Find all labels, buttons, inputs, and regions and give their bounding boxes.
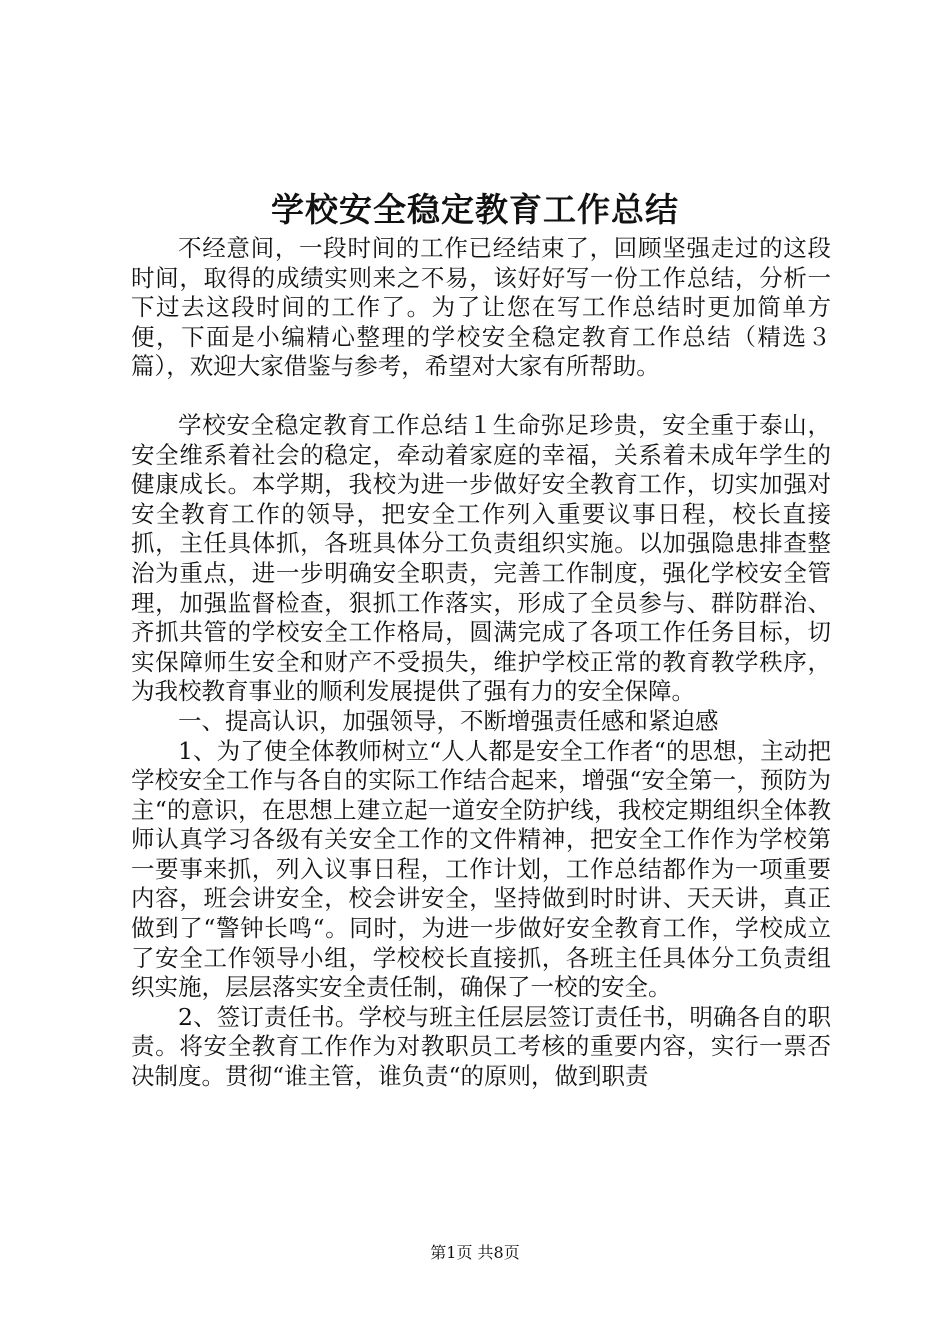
document-body xyxy=(131,234,831,1092)
item-two-paragraph: 2、签订责任书。学校与班主任层层签订责任书，明确各自的职责。将安全教育工作作为对教职员工考核的重要内容，实行一票否决制度。贯彻“谁主管，谁负责“的原则，做到职责 xyxy=(131,1002,831,1091)
page-footer: 第1页 共8页 xyxy=(430,1243,520,1262)
item-one-paragraph: 1、为了使全体教师树立“人人都是安全工作者“的思想，主动把学校安全工作与各自的实际工作结合起来，增强“安全第一，预防为主“的意识，在思想上建立起一道安全防护线，我校定期组织全体教师认真学习各级有关安全工作的文件精神，把安全工作作为学校第一要事来抓，列入议事日程，工作计划，工作总结都作为一项重要内容，班会讲安全，校会讲安全，坚持做到时时讲、天天讲，真正做到了“警钟长鸣“。同时，为进一步做好安全教育工作，学校成立了安全工作领导小组，学校校长直接抓，各班主任具体分工负责组织实施，层层落实安全责任制，确保了一校的安全。 xyxy=(131,736,831,1002)
paragraph-spacer xyxy=(131,382,831,411)
summary-one-paragraph: 学校安全稳定教育工作总结１生命弥足珍贵，安全重于泰山，安全维系着社会的稳定，牵动着家庭的幸福，关系着未成年学生的健康成长。本学期，我校为进一步做好安全教育工作，切实加强对安全教育工作的领导，把安全工作列入重要议事日程，校长直接抓，主任具体抓，各班具体分工负责组织实施。以加强隐患排查整治为重点，进一步明确安全职责，完善工作制度，强化学校安全管理，加强监督检查，狠抓工作落实，形成了全员参与、群防群治、齐抓共管的学校安全工作格局，圆满完成了各项工作任务目标，切实保障师生安全和财产不受损失，维护学校正常的教育教学秩序，为我校教育事业的顺利发展提供了强有力的安全保障。 xyxy=(131,410,831,706)
document-title: 学校安全稳定教育工作总结 xyxy=(271,190,679,229)
intro-paragraph: 不经意间，一段时间的工作已经结束了，回顾坚强走过的这段时间，取得的成绩实则来之不易，该好好写一份工作总结，分析一下过去这段时间的工作了。为了让您在写工作总结时更加简单方便，下面是小编精心整理的学校安全稳定教育工作总结（精选３篇），欢迎大家借鉴与参考，希望对大家有所帮助。 xyxy=(131,234,831,381)
section-heading-one: 一、提高认识，加强领导，不断增强责任感和紧迫感 xyxy=(178,706,719,735)
